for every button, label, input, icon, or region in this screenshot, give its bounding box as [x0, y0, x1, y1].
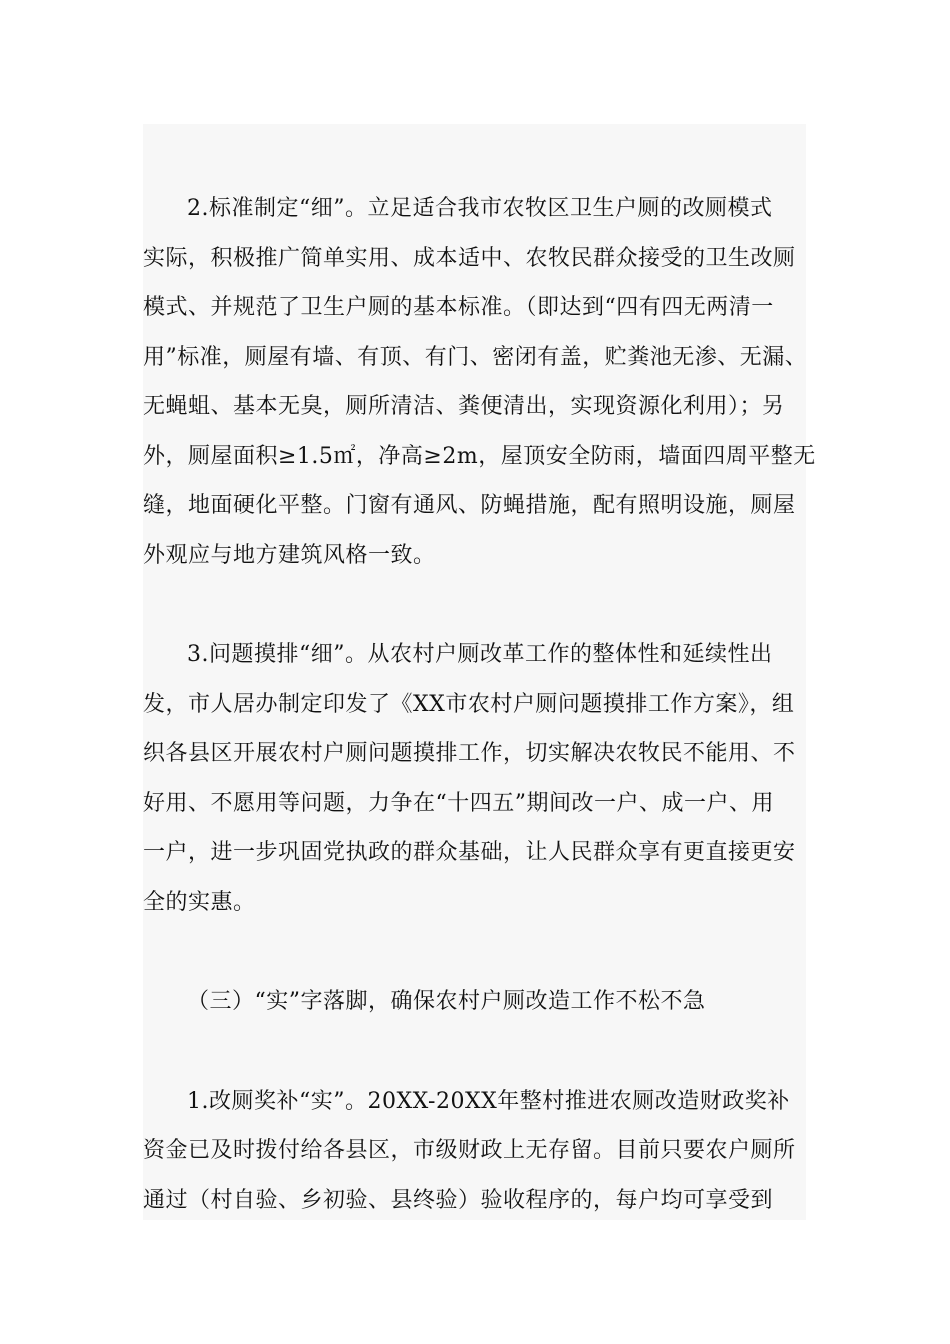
document-body [143, 184, 816, 1225]
text-line: 2.标准制定“细”。立足适合我市农牧区卫生户厕的改厕模式 [187, 196, 773, 221]
text-line: 织各县区开展农村户厕问题摸排工作，切实解决农牧民不能用、不 [143, 741, 796, 766]
document-page [143, 124, 816, 1220]
paragraph-standard-setting [143, 184, 816, 580]
text-line: 全的实惠。 [143, 889, 256, 915]
text-line: 无蝇蛆、基本无臭，厕所清洁、粪便清出，实现资源化利用）；另 [143, 394, 785, 419]
text-line: 缝，地面硬化平整。门窗有通风、防蝇措施，配有照明设施，厕屋 [143, 493, 796, 518]
paragraph-spacer [143, 580, 806, 630]
text-line: 模式、并规范了卫生户厕的基本标准。（即达到“四有四无两清一 [143, 295, 774, 320]
paragraph-spacer [143, 927, 806, 977]
paragraph-spacer [143, 1027, 806, 1077]
text-line: 一户，进一步巩固党执政的群众基础，让人民群众享有更直接更安 [143, 840, 796, 865]
paragraph-problem-investigation [143, 630, 806, 927]
text-line: 好用、不愿用等问题，力争在“十四五”期间改一户、成一户、用 [143, 790, 774, 816]
text-line: 外观应与地方建筑风格一致。 [143, 542, 436, 568]
text-line: 通过（村自验、乡初验、县终验）验收程序的，每户均可享受到 [143, 1187, 774, 1213]
section-heading-block [143, 977, 806, 1027]
section-heading: （三）“实”字落脚，确保农村户厕改造工作不松不急 [187, 989, 706, 1014]
text-line: 发，市人居办制定印发了《XX市农村户厕问题摸排工作方案》，组 [143, 691, 795, 717]
text-line: 资金已及时拨付给各县区，市级财政上无存留。目前只要农户厕所 [143, 1138, 796, 1163]
text-line: 实际，积极推广简单实用、成本适中、农牧民群众接受的卫生改厕 [143, 245, 796, 271]
paragraph-subsidy [143, 1077, 806, 1226]
text-line: 3.问题摸排“细”。从农村户厕改革工作的整体性和延续性出 [187, 642, 773, 667]
text-line: 1.改厕奖补“实”。20XX-20XX年整村推进农厕改造财政奖补 [187, 1088, 790, 1114]
text-line: 外，厕屋面积≥1.5㎡，净高≥2m，屋顶安全防雨，墙面四周平整无 [143, 443, 816, 469]
text-line: 用”标准，厕屋有墙、有顶、有门、密闭有盖，贮粪池无渗、无漏、 [143, 344, 808, 370]
